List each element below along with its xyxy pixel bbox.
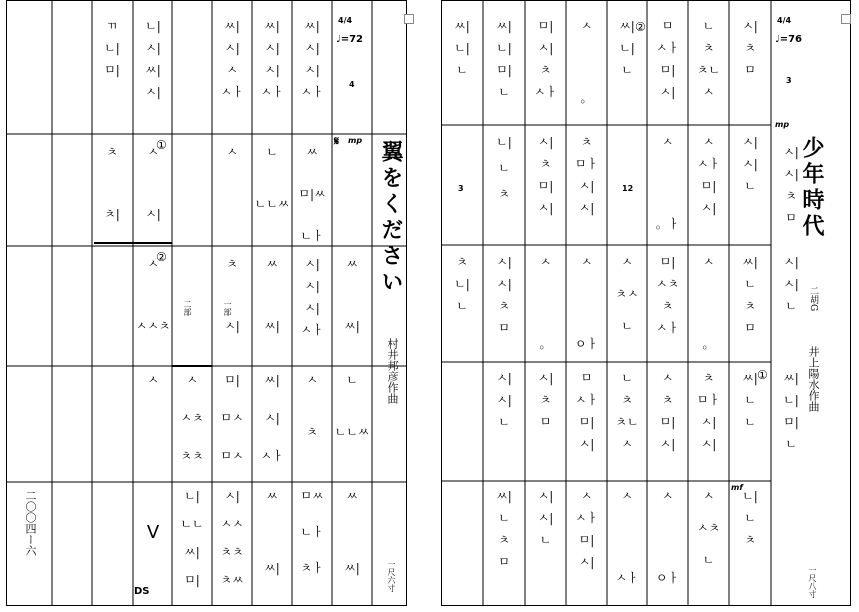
notation-cell: ㅅ ㅅ| [145, 145, 161, 221]
segno-mark: 𝄋 [334, 134, 340, 148]
notation-cell: ㅆ ㅆ| [344, 257, 360, 333]
notation-cell: ㅊ ㅁㅏ ㅅ| ㅅ| [696, 371, 721, 451]
notation-cell: ㅅ ㅅㅏ ㅁ| ㅅ| [574, 489, 599, 569]
notation-cell: ㅁ| ㅅㅊ ㅊ ㅅㅏ [655, 255, 680, 335]
part-label-1: 一部 [223, 300, 232, 316]
notation-cell: ㅅ| ㅊ ㅁ [537, 371, 554, 429]
notation-cell: ㅆ| ㄴ| ㅁ| ㄴ [496, 19, 512, 99]
notation-cell: ㅅ 。 [702, 255, 715, 351]
notation-cell: ㅆ ㅆ| [344, 489, 360, 575]
composer-credit: 井上陽水作曲 [807, 346, 820, 412]
notation-cell: V [146, 522, 160, 543]
notation-cell: ㅆ ㅁ|ㅆ ㄴㅏ [298, 145, 326, 243]
tempo-mark: ♩=76 [775, 34, 803, 45]
notation-cell: ㅆ| ㄴ ㅊ ㅁ [496, 489, 512, 569]
dynamic-mark: mp [775, 120, 790, 129]
notation-cell: ㅅ [147, 373, 159, 387]
notation-cell: ㅆ| ㄴ| ㄴ [619, 19, 635, 77]
notation-cell: ㄴ ㅊ ㅊㄴ ㅅ [615, 371, 639, 451]
score-page-left [6, 0, 407, 606]
notation-cell: ㅆ| ㄴ ㅊ ㅁ [742, 255, 758, 335]
part-label-2: 二部 [183, 300, 192, 316]
notation-cell: ㅅ ㅇㅏ [574, 255, 599, 351]
page-corner-marker [404, 14, 414, 24]
notation-cell: ㄴ| ㄴ ㅊ [496, 135, 512, 201]
notation-cell: ㅅ ㅅㅊ ㅊㅊ [180, 373, 204, 463]
notation-cell: ㅆ ㅆ| [264, 489, 280, 575]
notation-cell: ㅆ| ㅅ| ㅅ| ㅅㅏ [260, 19, 284, 99]
time-signature: 4/4 [777, 16, 792, 25]
notation-cell: ㄴ| ㄴㄴ ㅆ| ㅁ| [180, 489, 204, 587]
notation-cell: ㅅ ㅇㅏ [655, 489, 680, 585]
repeat-mark-2: ② [635, 20, 646, 34]
notation-cell: ㅅ ㅊ ㅁ| ㅅ| [659, 371, 676, 451]
notation-cell: ㄴ| ㅅ| ㅆ| ㅅ| [145, 19, 161, 99]
dynamic-mark: mp [348, 136, 363, 145]
notation-cell: ㅅ 。 [580, 19, 593, 105]
notation-cell: ㅆ| ㅅ| ㅅ ㅅㅏ [220, 19, 244, 99]
notation-cell: ㅅ ㅊㅅ ㄴ [615, 255, 639, 333]
notation-cell: ㅅ ㅅㅏ ㅁ| ㅅ| [696, 135, 721, 215]
repeat-mark-2: ② [156, 250, 167, 264]
date-label: 二〇〇四ー六 [24, 490, 37, 556]
intro-rest-count: 3 [786, 76, 792, 85]
notation-cell: ㅅ| ㅅ| ㄴ [783, 255, 799, 313]
rest-count-3: 3 [458, 184, 464, 193]
notation-cell: ㅁ| ㅅ| ㅊ ㅅㅏ [533, 19, 558, 99]
notation-cell: ㅆ| ㅅ| ㅅ| ㅅㅏ [300, 19, 324, 99]
notation-cell: ㅅ| ㅊ ㅁ| ㅅ| [537, 135, 554, 215]
notation-cell: ㅆ| ㄴ ㄴ [742, 371, 758, 429]
notation-cell: ㅅ ㅅㅅㅊ [135, 257, 171, 333]
notation-cell: ㅅ| ㅊ ㅁ [742, 19, 758, 77]
tempo-mark: ♩=72 [336, 34, 364, 45]
intro-rest-count: 4 [349, 80, 355, 89]
notation-cell: ㅁㅆ ㄴㅏ ㅊㅏ [300, 489, 324, 575]
notation-cell: ㄴ ㄴㄴㅆ [254, 145, 290, 211]
notation-cell: ㅅ| ㅅㅅ ㅊㅊ ㅊㅆ [220, 489, 244, 587]
time-signature: 4/4 [338, 16, 353, 25]
notation-cell: ㅆ| ㄴ| ㅁ| ㄴ [783, 371, 799, 451]
notation-cell: ㅅ ㅊ [306, 373, 318, 439]
notation-cell: ㅊ ㅊ| [104, 145, 120, 221]
notation-cell: ㅅ| ㅅ| ㄴ [496, 371, 512, 429]
repeat-mark-1: ① [156, 138, 167, 152]
notation-cell: ㅆ| ㅅ| ㅅㅏ [260, 373, 284, 463]
tuning-label: 一尺六寸 [387, 560, 396, 592]
notation-cell: ㅊ ㅁㅏ ㅅ| ㅅ| [574, 135, 599, 215]
notation-cell: ㄲ ㄴ| ㅁ| [104, 19, 120, 77]
notation-cell: ㄴ ㅊ ㅊㄴ ㅅ [696, 19, 721, 99]
instrument-label: 二胡G [808, 286, 818, 312]
notation-cell: ㅁ ㅅㅏ ㅁ| ㅅ| [574, 371, 599, 451]
notation-cell: ㅅ| ㅅ| ㅊ ㅁ [496, 255, 512, 335]
notation-cell: ㅅ 。ㅏ [655, 135, 680, 231]
notation-cell: ㅊ ㅅ| [224, 257, 240, 333]
song-title: 翼をください [378, 140, 404, 296]
song-title: 少年時代 [799, 136, 825, 240]
notation-cell: ㅅ| ㅅ| ㅅ| ㅅㅏ [300, 257, 324, 337]
notation-cell: ㅆ ㅆ| [264, 257, 280, 333]
notation-cell: ㅊ ㄴ| ㄴ [454, 255, 470, 313]
notation-cell: ㄴ| ㄴ ㅊ [742, 489, 758, 547]
repeat-mark-1: ① [757, 368, 768, 382]
notation-cell: ㅅ 。 [539, 255, 552, 351]
notation-cell: ㄴ ㄴㄴㅆ [334, 373, 370, 439]
composer-credit: 村井邦彦作曲 [386, 338, 399, 404]
dynamic-mf-mark: mf [731, 483, 743, 492]
notation-cell: ㅅ| ㅅ| ㄴ [537, 489, 554, 547]
score-page-right [441, 0, 851, 606]
notation-cell: ㅅ ㅅㅊ ㄴ [696, 489, 721, 567]
tuning-label: 一尺八寸 [808, 566, 817, 598]
notation-cell: ㅁ ㅅㅏ ㅁ| ㅅ| [655, 19, 680, 99]
notation-cell: ㅅ [226, 145, 238, 159]
notation-cell: ㅆ| ㄴ| ㄴ [454, 19, 470, 77]
rest-count-12: 12 [622, 184, 634, 193]
notation-cell: ㅅ ㅅㅏ [615, 489, 639, 585]
ds-mark: DS [134, 586, 150, 597]
notation-cell: ㅁ| ㅁㅅ ㅁㅅ [220, 373, 244, 463]
notation-cell: ㅅ| ㅅ| ㅊ ㅁ [783, 145, 799, 225]
page-corner-marker [841, 14, 851, 24]
notation-cell: ㅅ| ㅅ| ㄴ [742, 135, 758, 193]
